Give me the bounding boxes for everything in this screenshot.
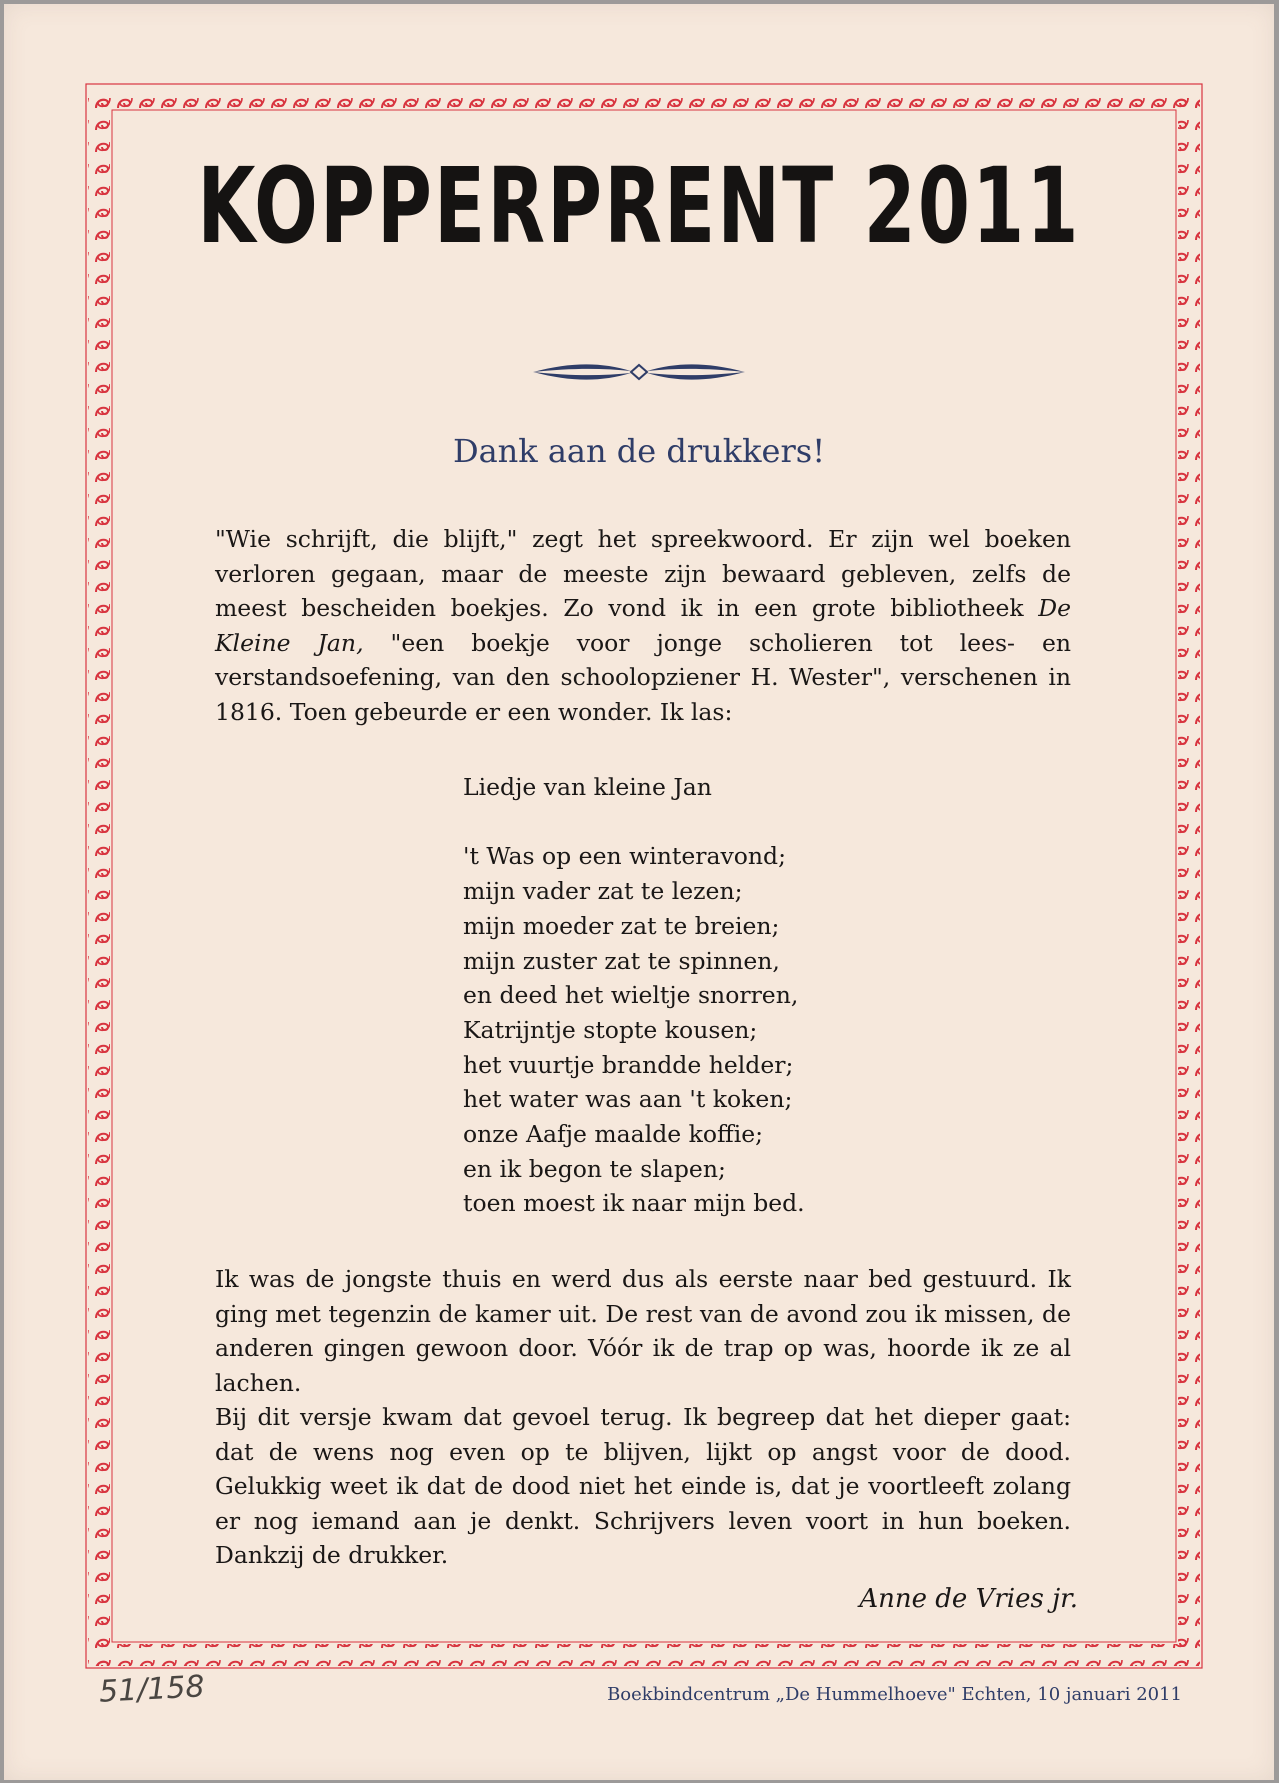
outro-paragraph-2: Bij dit versje kwam dat gevoel terug. Ik begreep dat het dieper gaat: dat de wens nog even op te blijven, lijkt op angst voor de dood. Gelukkig weet ik dat de dood niet het einde is, dat je voortleeft zolang er nog iemand aan je denkt. Schrijvers leven voort in hun boeken. Dankzij de drukker. bbox=[215, 1403, 1071, 1569]
poem bbox=[463, 770, 805, 1221]
poem-line: 't Was op een winteravond; bbox=[463, 842, 786, 871]
border-bottom bbox=[88, 1644, 1200, 1666]
intro-paragraph bbox=[215, 522, 1071, 729]
poem-line: en ik begon te slapen; bbox=[463, 1154, 726, 1183]
flourish-ornament bbox=[531, 360, 747, 384]
poem-line: het water was aan 't koken; bbox=[463, 1085, 793, 1114]
outro-text bbox=[215, 1262, 1071, 1573]
poem-line: Katrijntje stopte kousen; bbox=[463, 1015, 758, 1044]
poem-title: Liedje van kleine Jan bbox=[463, 773, 712, 801]
poster-title: KOPPERPRENT 2011 bbox=[197, 145, 1081, 267]
document-sheet bbox=[4, 4, 1274, 1780]
border-right bbox=[1178, 86, 1200, 1666]
poem-line: toen moest ik naar mijn bed. bbox=[463, 1189, 805, 1218]
poem-line: onze Aafje maalde koffie; bbox=[463, 1120, 764, 1149]
poem-line: mijn vader zat te lezen; bbox=[463, 877, 743, 906]
poem-line: het vuurtje brandde helder; bbox=[463, 1050, 794, 1079]
poem-line: mijn moeder zat te breien; bbox=[463, 911, 780, 940]
outro-paragraph-1: Ik was de jongste thuis en werd dus als eerste naar bed gestuurd. Ik ging met tegenzin de kamer uit. De rest van de avond zou ik missen, de anderen gingen gewoon door. Vóór ik de trap op was, hoorde ik ze al lachen. bbox=[215, 1265, 1071, 1397]
border-top bbox=[88, 86, 1200, 108]
subtitle: Dank aan de drukkers! bbox=[452, 432, 826, 470]
footer-imprint: Boekbindcentrum „De Hummelhoeve" Echten, 10 januari 2011 bbox=[607, 1684, 1182, 1705]
intro-text-part2: "een boekje voor jonge scholieren tot lees- en verstandsoefening, van den schoolopziener H. Wester", verschenen in 1816. Toen gebeurde er een wonder. Ik las: bbox=[215, 628, 1071, 726]
handwritten-number: 51/158 bbox=[98, 1669, 206, 1710]
book-title: De Kleine Jan, bbox=[215, 594, 1071, 657]
poem-line: en deed het wieltje snorren, bbox=[463, 981, 799, 1010]
poem-line: mijn zuster zat te spinnen, bbox=[463, 946, 780, 975]
border-left bbox=[88, 86, 110, 1666]
author-signature: Anne de Vries jr. bbox=[859, 1584, 1078, 1614]
intro-text-part1: "Wie schrijft, die blijft," zegt het spreekwoord. Er zijn wel boeken verloren gegaan, maar de meeste zijn bewaard gebleven, zelfs de meest bescheiden boekjes. Zo vond ik in een grote bibliotheek bbox=[215, 525, 1071, 622]
